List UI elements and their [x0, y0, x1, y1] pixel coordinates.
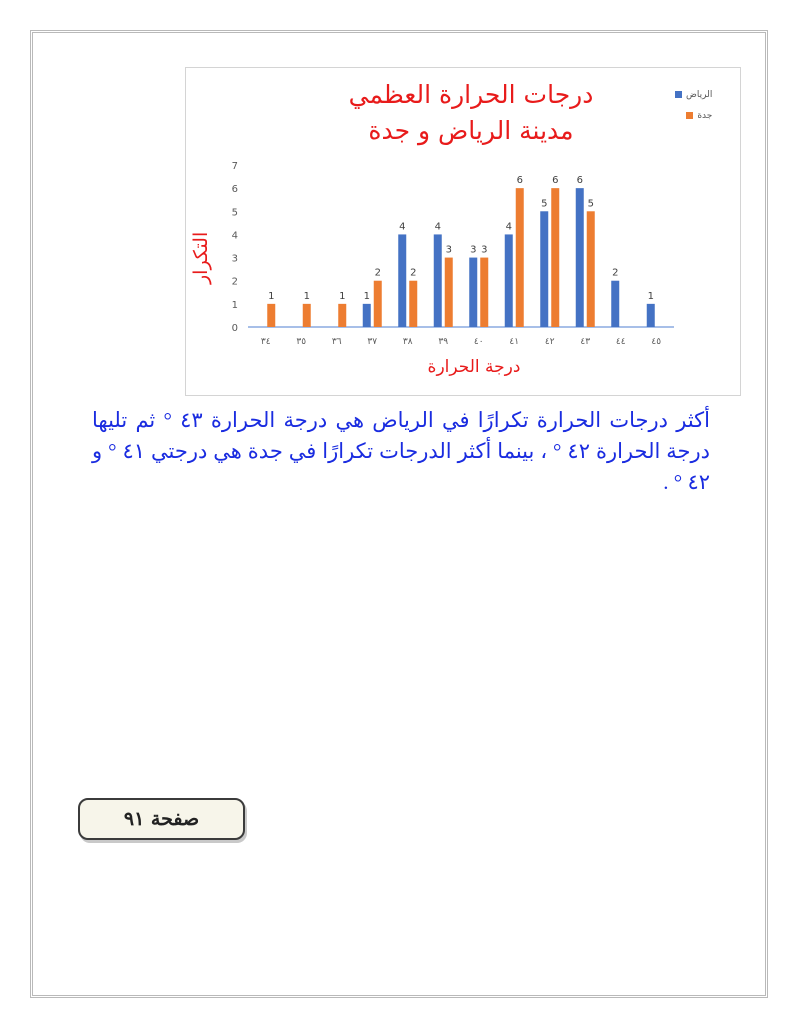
- bar-jeddah: [551, 188, 559, 327]
- legend-label-jeddah: جدة: [697, 110, 713, 121]
- x-tick-label: ٣٥: [296, 337, 307, 347]
- x-tick-label: ٤٢: [544, 337, 555, 347]
- data-label: 2: [410, 267, 417, 279]
- y-tick-label: 3: [231, 253, 238, 265]
- bar-riyadh: [611, 281, 619, 327]
- page-number-badge: [78, 798, 245, 840]
- x-tick-label: ٤٥: [651, 337, 662, 347]
- data-label: 6: [552, 175, 559, 187]
- y-tick-label: 1: [231, 299, 238, 311]
- data-label: 2: [374, 267, 381, 279]
- legend-swatch-jeddah: [686, 112, 693, 119]
- data-label: 3: [445, 244, 452, 256]
- data-label: 6: [576, 175, 583, 187]
- data-label: 4: [505, 221, 512, 233]
- x-tick-label: ٣٨: [402, 337, 413, 347]
- bar-jeddah: [303, 304, 311, 327]
- bar-jeddah: [374, 281, 382, 327]
- y-tick-label: 2: [231, 276, 238, 288]
- bar-riyadh: [398, 234, 406, 327]
- y-tick-label: 7: [231, 161, 238, 172]
- data-label: 1: [268, 290, 275, 302]
- page-number-label: صفحة ٩١: [123, 808, 200, 830]
- x-tick-label: ٤١: [509, 337, 520, 347]
- data-label: 1: [339, 290, 346, 302]
- bar-riyadh: [647, 304, 655, 327]
- bar-riyadh: [469, 258, 477, 327]
- y-tick-label: 0: [231, 323, 238, 334]
- bar-jeddah: [445, 258, 453, 327]
- x-tick-label: ٤٣: [580, 337, 591, 347]
- x-tick-label: ٣٦: [331, 337, 342, 347]
- data-label: 4: [434, 221, 441, 233]
- legend-label-riyadh: الرياض: [686, 89, 713, 100]
- chart: [185, 67, 741, 396]
- bar-riyadh: [576, 188, 584, 327]
- x-tick-label: ٣٧: [367, 337, 378, 347]
- y-tick-label: 4: [231, 230, 238, 242]
- y-tick-label: 5: [231, 207, 238, 219]
- chart-title: درجات الحرارة العظمي: [348, 80, 594, 109]
- data-label: 3: [481, 244, 488, 256]
- data-label: 2: [612, 267, 619, 279]
- x-axis-label: درجة الحرارة: [427, 357, 521, 377]
- bar-jeddah: [267, 304, 275, 327]
- bar-jeddah: [587, 211, 595, 327]
- bar-riyadh: [505, 234, 513, 327]
- data-label: 5: [541, 198, 548, 210]
- x-tick-label: ٤٠: [473, 337, 484, 347]
- data-label: 4: [399, 221, 406, 233]
- bar-riyadh: [540, 211, 548, 327]
- x-tick-label: ٣٤: [260, 337, 271, 347]
- x-tick-label: ٤٤: [615, 337, 626, 347]
- y-tick-label: 6: [231, 184, 238, 196]
- data-label: 1: [303, 290, 310, 302]
- data-label: 6: [516, 175, 523, 187]
- bar-jeddah: [338, 304, 346, 327]
- y-axis-label: التكرار: [190, 231, 212, 284]
- bar-riyadh: [434, 234, 442, 327]
- data-label: 3: [470, 244, 477, 256]
- legend-swatch-riyadh: [675, 91, 682, 98]
- bar-jeddah: [480, 258, 488, 327]
- legend-item-riyadh: [675, 84, 712, 105]
- legend-item-jeddah: [675, 105, 712, 126]
- x-tick-label: ٣٩: [438, 337, 449, 347]
- bar-riyadh: [363, 304, 371, 327]
- chart-legend: [675, 84, 712, 126]
- data-label: 5: [587, 198, 594, 210]
- bar-jeddah: [516, 188, 524, 327]
- caption-paragraph: أكثر درجات الحرارة تكرارًا في الرياض هي درجة الحرارة ٤٣ ° ثم تليها درجة الحرارة ٤٢ ° ، بينما أكثر الدرجات تكرارًا في جدة هي درجتي ٤١ ° و ٤٢ ° .: [92, 408, 710, 494]
- bar-jeddah: [409, 281, 417, 327]
- chart-subtitle: مدينة الرياض و جدة: [368, 116, 574, 145]
- data-label: 1: [363, 290, 370, 302]
- data-label: 1: [647, 290, 654, 302]
